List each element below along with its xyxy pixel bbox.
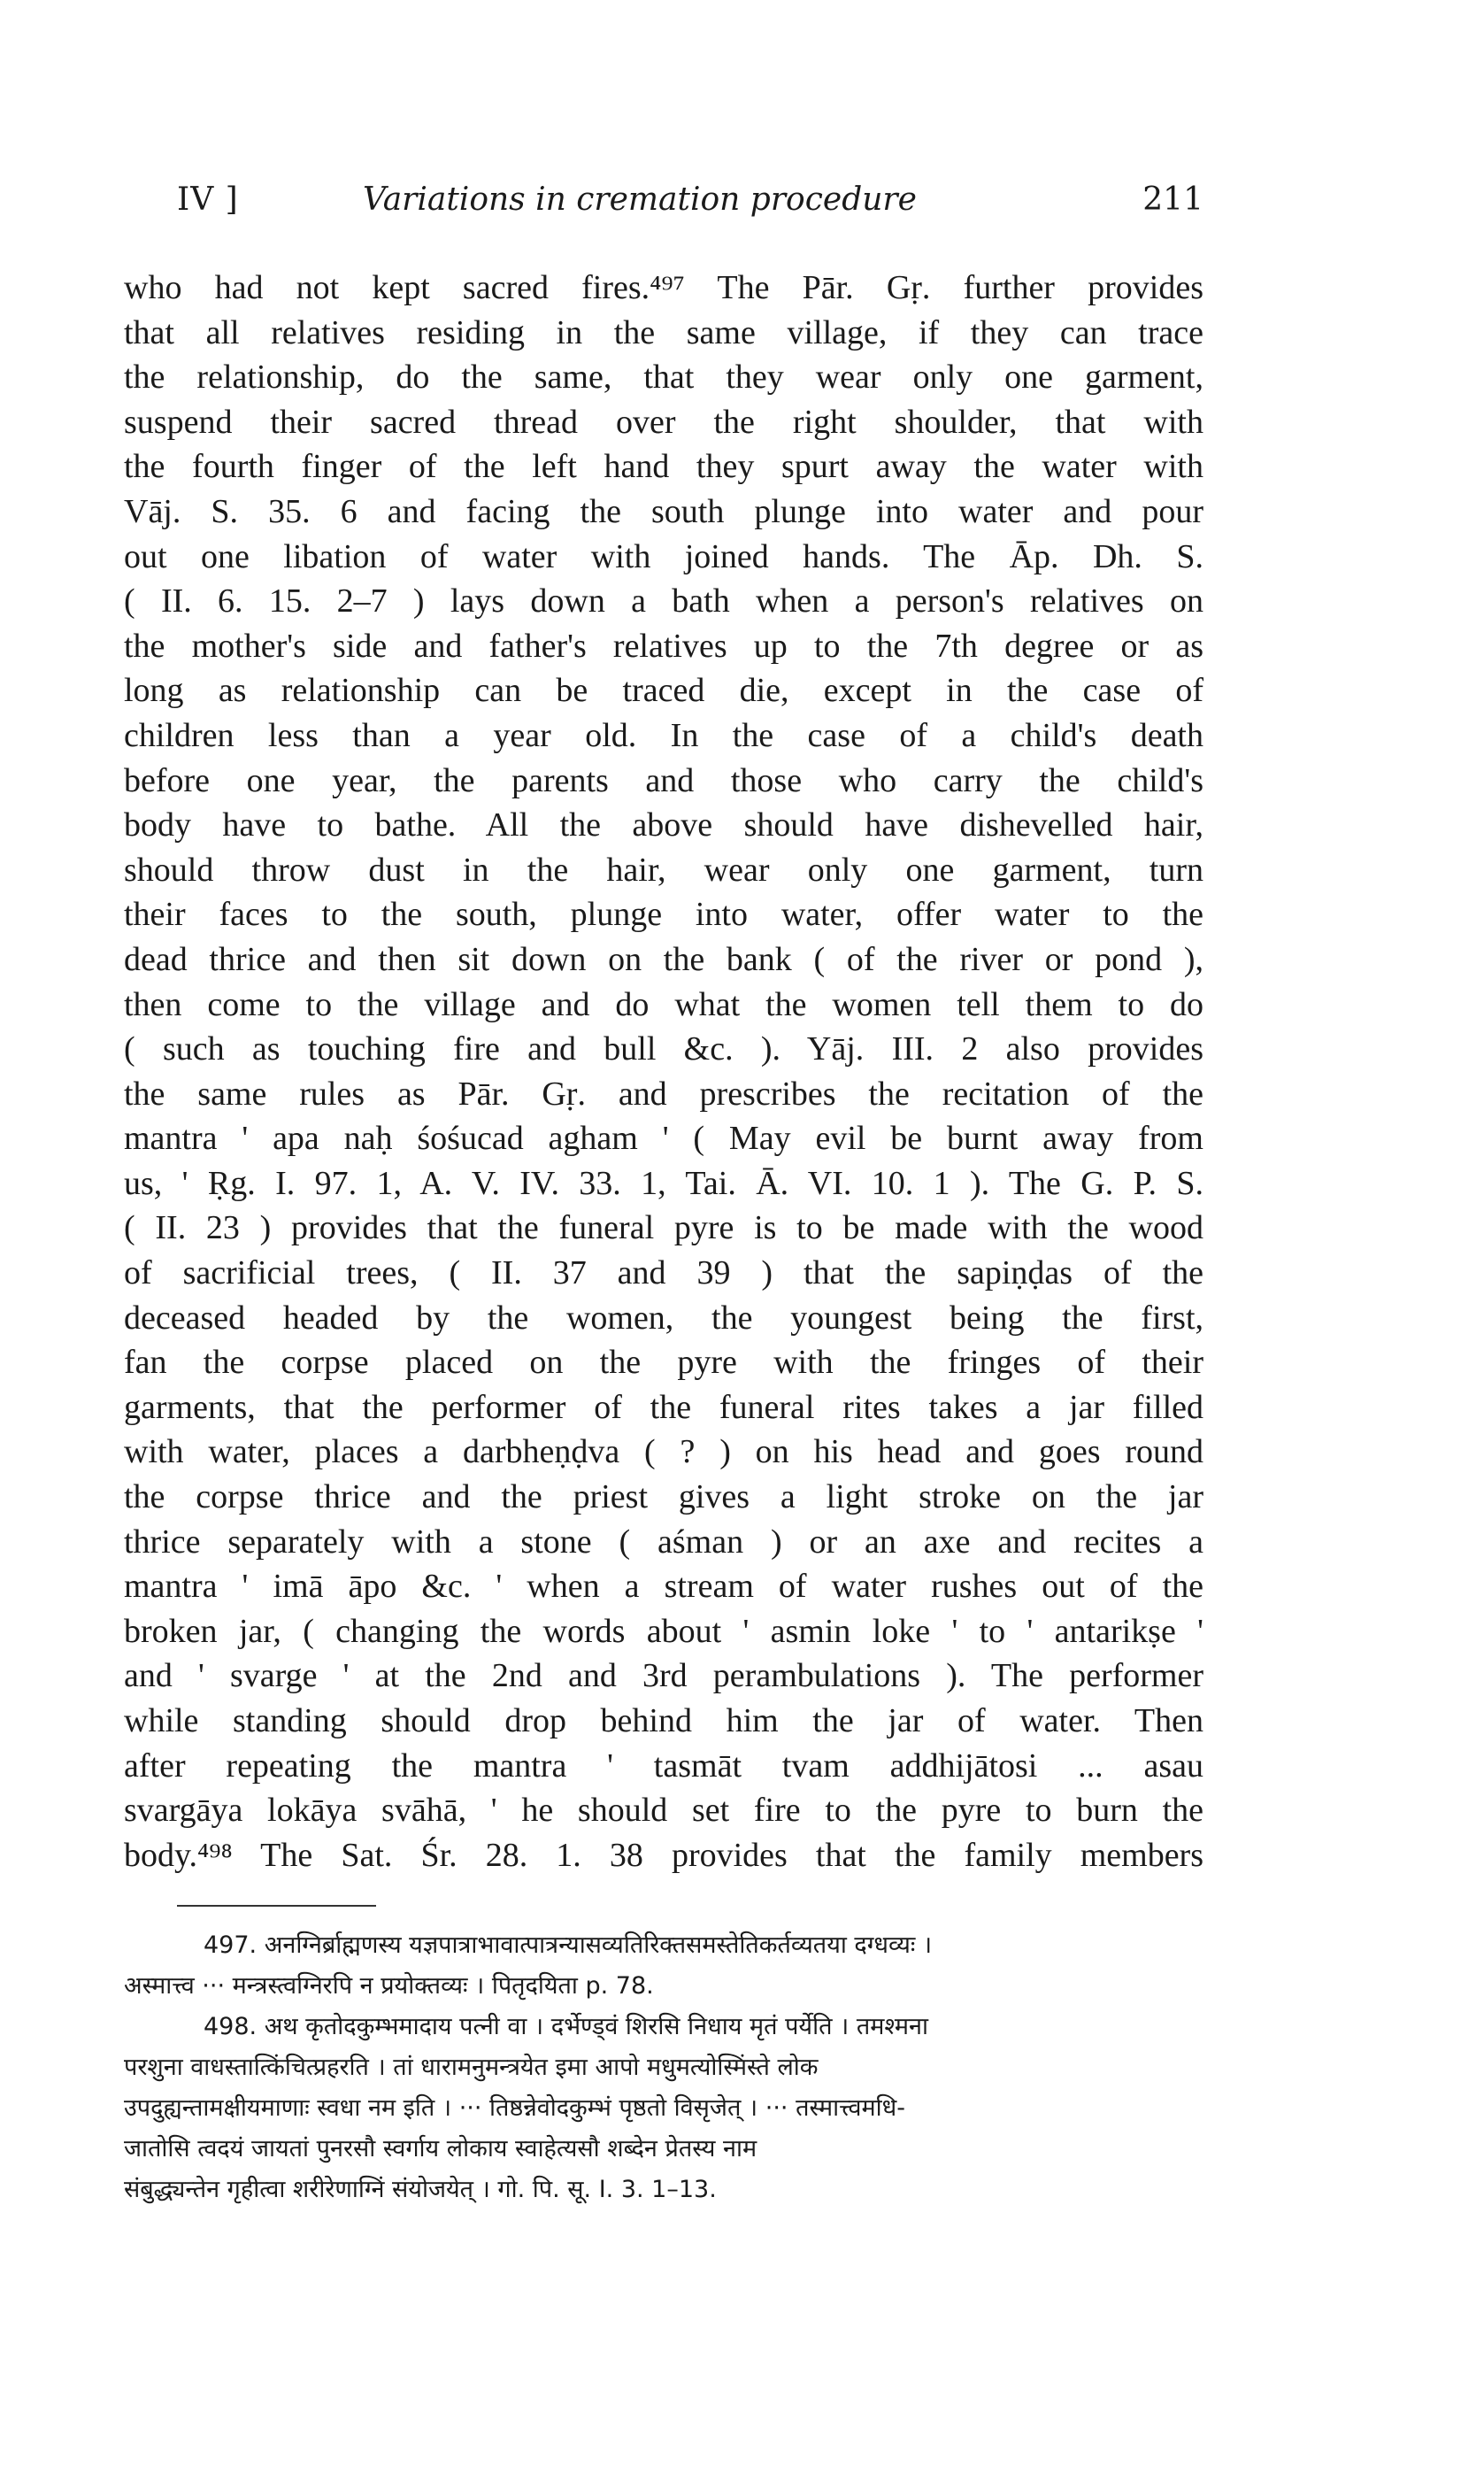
running-title: Variations in cremation procedure bbox=[363, 181, 917, 218]
text-line: the same rules as Pār. Gṛ. and prescribes the recitation of the bbox=[124, 1075, 1203, 1113]
text-line: Vāj. S. 35. 6 and facing the south plunge into water and pour bbox=[124, 492, 1203, 530]
text-line: after repeating the mantra ' tasmāt tvam addhijātosi ... asau bbox=[124, 1746, 1203, 1785]
text-line: fan the corpse placed on the pyre with the fringes of their bbox=[124, 1344, 1203, 1382]
text-line: ( II. 6. 15. 2–7 ) lays down a bath when a person's relatives on bbox=[124, 582, 1203, 621]
footnote-line: संबुद्ध्यन्तेन गृहीत्वा शरीरेणाग्निं संयोजयेत् । गो. पि. सू. I. 3. 1–13. bbox=[124, 2176, 717, 2203]
text-line: broken jar, ( changing the words about ' asmin loke ' to ' antarikṣe ' bbox=[124, 1612, 1203, 1650]
text-line: and ' svarge ' at the 2nd and 3rd perambulations ). The performer bbox=[124, 1657, 1203, 1695]
text-line: mantra ' apa naḥ śośucad agham ' ( May evil be burnt away from bbox=[124, 1120, 1203, 1158]
text-line: before one year, the parents and those who carry the child's bbox=[124, 761, 1203, 799]
text-line: ( such as touching fire and bull &c. ). Yāj. III. 2 also provides bbox=[124, 1030, 1203, 1068]
text-line: the fourth finger of the left hand they spurt away the water with bbox=[124, 448, 1203, 486]
text-line: children less than a year old. In the case of a child's death bbox=[124, 716, 1203, 754]
text-line: out one libation of water with joined hands. The Āp. Dh. S. bbox=[124, 537, 1203, 575]
text-line: that all relatives residing in the same village, if they can trace bbox=[124, 313, 1203, 351]
text-line: deceased headed by the women, the youngest being the first, bbox=[124, 1299, 1203, 1337]
chapter-marker: IV ] bbox=[177, 181, 239, 218]
text-line: suspend their sacred thread over the right shoulder, that with bbox=[124, 403, 1203, 441]
footnote-line: 497. अनग्निर्ब्राह्मणस्य यज्ञपात्राभावात्पात्रन्यासव्यतिरिक्तसमस्तेतिकर्तव्यतया दग्धव्यः । bbox=[204, 1931, 933, 1959]
text-line: of sacrificial trees, ( II. 37 and 39 ) that the sapiṇḍas of the bbox=[124, 1254, 1203, 1292]
text-line: long as relationship can be traced die, except in the case of bbox=[124, 672, 1203, 710]
text-line: with water, places a darbheṇḍva ( ? ) on his head and goes round bbox=[124, 1433, 1203, 1471]
text-line: while standing should drop behind him the jar of water. Then bbox=[124, 1702, 1203, 1739]
text-line: should throw dust in the hair, wear only one garment, turn bbox=[124, 851, 1203, 889]
text-line: svargāya lokāya svāhā, ' he should set fire to the pyre to burn the bbox=[124, 1792, 1203, 1830]
text-line: then come to the village and do what the women tell them to do bbox=[124, 985, 1203, 1023]
text-line: body have to bathe. All the above should have dishevelled hair, bbox=[124, 806, 1203, 844]
footnote-line: 498. अथ कृतोदकुम्भमादाय पत्नी वा । दर्भेण्ड्वं शिरसि निधाय मृतं पर्येति । तमश्मना bbox=[204, 2013, 928, 2040]
text-line: garments, that the performer of the funeral rites takes a jar filled bbox=[124, 1388, 1203, 1426]
running-header bbox=[177, 181, 1203, 235]
footnote-line: उपदुह्यन्तामक्षीयमाणाः स्वधा नम इति । ··· तिष्ठन्नेवोदकुम्भं पृष्ठतो विसृजेत् । ··· तस्मात्त्वमधि- bbox=[124, 2094, 906, 2122]
text-line: dead thrice and then sit down on the bank ( of the river or pond ), bbox=[124, 940, 1203, 978]
text-line: mantra ' imā āpo &c. ' when a stream of water rushes out of the bbox=[124, 1568, 1203, 1606]
text-line: ( II. 23 ) provides that the funeral pyre is to be made with the wood bbox=[124, 1209, 1203, 1247]
text-line: the relationship, do the same, that they wear only one garment, bbox=[124, 358, 1203, 397]
text-line: the corpse thrice and the priest gives a light stroke on the jar bbox=[124, 1478, 1203, 1516]
text-line: body.⁴⁹⁸ The Sat. Śr. 28. 1. 38 provides that the family members bbox=[124, 1836, 1203, 1874]
footnote-separator bbox=[177, 1905, 376, 1907]
text-line: their faces to the south, plunge into water, offer water to the bbox=[124, 896, 1203, 934]
main-text bbox=[124, 266, 1203, 1877]
footnote-line: जातोसि त्वदयं जायतां पुनरसौ स्वर्गाय लोकाय स्वाहेत्यसौ शब्देन प्रेतस्य नाम bbox=[124, 2135, 757, 2162]
text-line: thrice separately with a stone ( aśman ) or an axe and recites a bbox=[124, 1523, 1203, 1561]
footnote-line: परशुना वाधस्तात्किंचित्प्रहरति । तां धारामनुमन्त्रयेत इमा आपो मधुमत्योस्मिंस्ते लोक bbox=[124, 2054, 819, 2081]
text-line: the mother's side and father's relatives up to the 7th degree or as bbox=[124, 627, 1203, 665]
footnote-line: अस्मात्त्व ··· मन्त्रस्त्वग्निरपि न प्रयोक्तव्यः । पितृदयिता p. 78. bbox=[124, 1972, 654, 2000]
footnotes bbox=[124, 1925, 1203, 2210]
page-number: 211 bbox=[1142, 181, 1203, 218]
text-line: who had not kept sacred fires.⁴⁹⁷ The Pār. Gṛ. further provides bbox=[124, 269, 1203, 306]
text-line: us, ' Ṛg. I. 97. 1, A. V. IV. 33. 1, Tai. Ā. VI. 10. 1 ). The G. P. S. bbox=[124, 1164, 1203, 1202]
